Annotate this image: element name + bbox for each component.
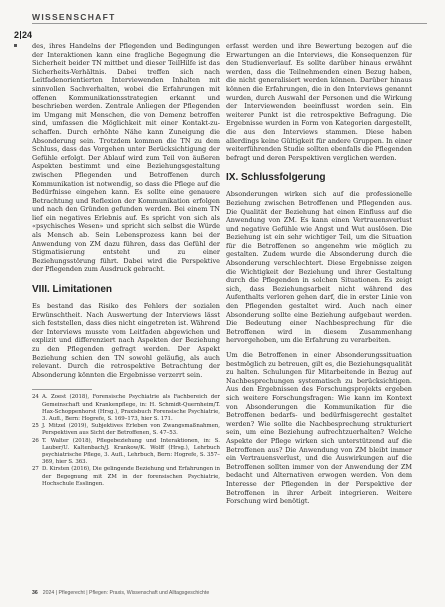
section-heading-limitations: VIII. Limitationen xyxy=(32,284,113,296)
page-footer xyxy=(32,590,415,596)
footnote: 24 A. Zoest (2018), Forensische Psychiatrie als Fachbereich der Gemeinschaft und Krankenpflege, in: H. Schmidt-Quernheim/T. Hax-Schoppenhorst (Hrsg.), Praxisbuch Forensische Psychiatrie, 3. Aufl., Bern: Hogrefe, S. 169–173, hier S. 171. xyxy=(32,394,220,422)
conclusion-paragraph: Absonderungen wirken sich auf die professionelle Beziehung zwischen Betroffenen und Pflegenden aus. Die Qualität der Beziehung hat einen Einfluss auf die Anwendung von ZM. Es kann einen Vertrauensverlust und negative Gefühle wie Angst und Wut auslösen. Die Beziehung ist ein sehr wichtiger Teil, um die Situation für die Betroffenen so angenehm wie möglich zu gestalten. Zudem wurde die Absonderung durch die Absonderung verschlechtert. Diese Ergebnisse zeigen die Wichtigkeit der Beziehung und ihrer Gestaltung durch die Pflegenden in solchen Situationen. Es zeigt sich, dass Beziehungsarbeit nicht während des Aufenthalts verloren gehen darf, die in erster Linie von den Pflegenden gestaltet wird. Auch nach einer Absonderung sollte eine Beziehung aufgebaut werden. Die Bedeutung einer Nachbesprechung für die Betroffenen wird in diesem Zusammenhang hervorgehoben, um die Erfahrung zu verarbeiten. xyxy=(226,190,412,345)
page-number-right: 24 xyxy=(22,30,33,40)
page-number-divider xyxy=(20,31,21,39)
page-number-left: 2 xyxy=(14,30,20,40)
conclusion-paragraph: Um die Betroffenen in einer Absonderungssituation bestmöglich zu betreuen, gilt es, die Beziehungsqualität zu halten. Schulungen für Mitarbeitende in Bezug auf Nachbesprechungen systematisch zu berücksichtigen. Aus den Ergebnissen des Forschungsprojekts ergeben sich weitere Forschungsfragen: Wie kann im Kontext von Absonderungen die Kommunikation für die Betroffenen bedarfs- und bedürfnisgerecht gestaltet werden? Wie sollte die Nachbesprechung strukturiert sein, um eine Beziehung aufrechtzuerhalten? Welche Aspekte der Pflege wirken sich unterstützend auf die Betroffenen aus? Die Anwendung von ZM bleibt immer ein Vertrauensverlust, und die Auswirkungen auf die Betroffenen sollten immer von der Anwendung der ZM bedacht und Alternativen erwogen werden. Von dem Interesse der Pflegenden in der Perspektive der Betroffenen in ihrer Arbeit integrieren. Weitere Forschung wird benötigt. xyxy=(226,351,412,506)
body-paragraph: des, ihres Handelns der Pflegenden und Bedingungen der Interaktionen kann eine fragliche Begegnung die Sicherheit beider TN mittbet und dieser TeilHilfe ist das Sicherheits-Verhältnis. Dabei treffen sich nach Leitfadenorientierten Interviewenden Inhalten mit sinnvollen Sachverhalten, wobei die Erfahrungen mit offenen Kommunikationsstrategien erkannt und beschrieben werden. Zentrale Anliegen der Pflegenden im Umgang mit Menschen, die von Demenz betroffen sind, umfassen die Möglichkeit mit einer Kontakt-zu-schaffen. Durch erhöhte Nähe kann Zuneigung die Absonderung sein. Trotzdem kommen die TN zu dem Schluss, dass das Vorgehen unter Berücksichtigung der Gefühle erfolgt. Der Ablauf wird zum Teil von äußeren Aspekten bestimmt und eine Beziehungsgestaltung zwischen Pflegenden und Betroffenen durch Kommunikation ist notwendig, so dass die Pflege auf die Bedürfnisse eingehen kann. Es sollte eine genauere Betrachtung und Reflexion der Kommunikation erfolgen und nach den Gründen gefunden werden. Bei einem TN lief ein negatives Erlebnis auf. Es spricht von sich als «psychisches Wesen» und spricht sich selbst die Würde als Mensch ab. Sein Lebensprozess kann bei der Anwendung von ZM dazu führen, dass das Gefühl der Stigmatisierung entsteht und zu einer Beziehungsstörung führt. Dabei wird die Perspektive der Pflegenden zum Ausdruck gebracht. xyxy=(32,42,220,274)
running-header xyxy=(14,12,427,24)
footnote: 25 J. Mitzel (2019), Subjektives Erleben von Zwangsmaßnahmen, Perspektiven aus Sicht der Betroffenen, S. 47–53. xyxy=(32,423,220,437)
page-number xyxy=(14,30,32,40)
margin-marker xyxy=(14,44,17,47)
left-column xyxy=(32,42,220,587)
body-paragraph: erfasst werden und ihre Bewertung bezogen auf die Erwartungen an die Interviews, die Konsequenzen für den Studienverlauf. Es sollte darüber hinaus erwähnt werden, dass die Teilnehmenden einen Bezug haben, die nicht generalisiert werden können. Darüber hinaus können die Erfahrungen, die in den Interviews genannt wurden, durch Auswahl der Personen und die Wirkung der Interviewenden beeinflusst worden sein. Ein weiterer Punkt ist die retrospektive Befragung. Die Ergebnisse wurden in Form von Kategorien dargestellt, die aus den Interviews stammen. Diese haben allerdings keine Gültigkeit für andere Gruppen. In einer weiterführenden Studie sollten ebenfalls die Pflegenden befragt und deren Perspektiven verglichen werden. xyxy=(226,42,412,162)
footnote: 26 T. Walter (2018), Pflegebeziehung und Interaktionen, in: S. Lauber/U. Kaltenbach/J. Krankow/K. Wolff (Hrsg.), Lehrbuch psychiatrische Pflege, 3. Aufl., Lehrbuch, Bern: Hogrefe, S. 357–369, hier S. 363. xyxy=(32,437,220,466)
header-rule xyxy=(32,23,427,24)
section-heading-conclusion: IX. Schlussfolgerung xyxy=(226,172,326,184)
footer-journal: 2024 | Pflegerecht | Pflegen: Praxis, Wissenschaft und Alltagsgeschichte xyxy=(42,590,210,596)
limitations-paragraph: Es bestand das Risiko des Fehlers der sozialen Erwünschtheit. Nach Auswertung der Interviews lässt sich feststellen, dass dies nicht eingetreten ist. Während der Interviews musste vom Leitfaden abgewichen und explizit und differenziert nach Aspekten der Beziehung zu den Pflegenden gefragt werden. Der Aspekt Beziehung schien den TN sowohl geläufig, als auch relevant. Durch die retrospektive Betrachtung der Absonderung könnten die Ergebnisse verzerrt sein. xyxy=(32,302,220,379)
footer-page-number: 36 xyxy=(32,590,38,596)
footnote: 27 D. Kirsten (2016), Die gelingende Beziehung und Erfahrungen in der Begegnung mit ZM in der forensischen Psychiatrie, Hochschule Esslingen. xyxy=(32,466,220,487)
right-column xyxy=(226,42,412,587)
section-title: WISSENSCHAFT xyxy=(32,12,116,22)
footnote-rule xyxy=(32,389,92,390)
